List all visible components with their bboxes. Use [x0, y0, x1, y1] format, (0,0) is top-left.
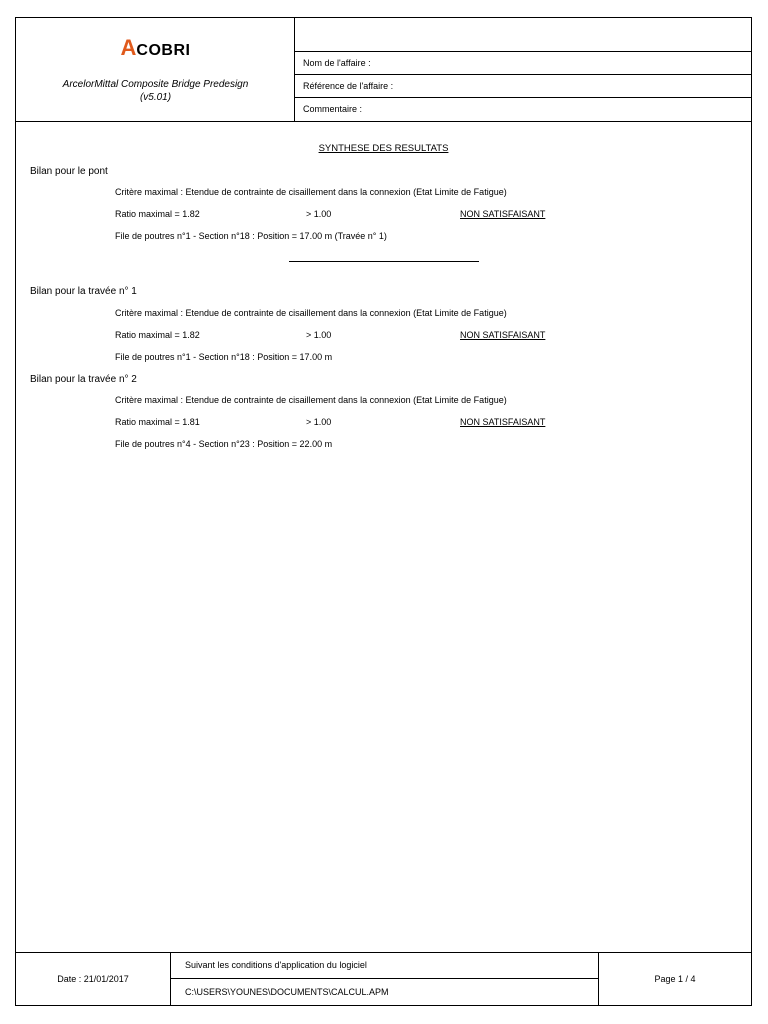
- critere-travee-1: Critère maximal : Etendue de contrainte de cisaillement dans la connexion (Etat Limite de Fatigue): [115, 308, 507, 318]
- subtitle-line-2: (v5.01): [139, 92, 172, 103]
- ratio-travee-2: Ratio maximal = 1.81: [115, 417, 200, 427]
- page-footer: [16, 952, 751, 1005]
- header-logo-block: [16, 18, 295, 121]
- header-divider: [16, 121, 751, 122]
- document-frame: [15, 17, 752, 1006]
- nom-affaire-field: Nom de l'affaire :: [295, 52, 751, 75]
- block-heading-travee-2: Bilan pour la travée n° 2: [30, 374, 137, 385]
- footer-date: Date : 21/01/2017: [16, 953, 171, 1005]
- ratio-travee-1: Ratio maximal = 1.82: [115, 330, 200, 340]
- header-fields: [295, 18, 751, 121]
- critere-pont: Critère maximal : Etendue de contrainte de cisaillement dans la connexion (Etat Limite de Fatigue): [115, 187, 507, 197]
- acobri-logo: [16, 35, 295, 61]
- footer-middle: [171, 953, 599, 1005]
- status-pont: NON SATISFAISANT: [460, 209, 546, 219]
- footer-page-number: Page 1 / 4: [654, 974, 696, 984]
- footer-file-path: C:\USERS\YOUNES\DOCUMENTS\CALCUL.APM: [185, 987, 389, 997]
- block-heading-pont: Bilan pour le pont: [30, 166, 108, 177]
- threshold-travee-2: > 1.00: [306, 417, 332, 427]
- threshold-travee-1: > 1.00: [306, 330, 332, 340]
- threshold-pont: > 1.00: [306, 209, 332, 219]
- status-travee-2: NON SATISFAISANT: [460, 417, 546, 427]
- report-title: SYNTHESE DES RESULTATS: [318, 143, 449, 154]
- footer-conditions: Suivant les conditions d'application du logiciel: [171, 953, 598, 979]
- commentaire-field: Commentaire :: [303, 104, 363, 114]
- location-pont: File de poutres n°1 - Section n°18 : Position = 17.00 m (Travée n° 1): [115, 231, 387, 241]
- location-travee-1: File de poutres n°1 - Section n°18 : Position = 17.00 m: [115, 352, 333, 362]
- subtitle-line-1: ArcelorMittal Composite Bridge Predesign: [62, 79, 249, 90]
- reference-affaire-field: Référence de l'affaire :: [295, 75, 751, 98]
- section-separator: [289, 261, 479, 262]
- header-blank-row: [295, 18, 751, 52]
- block-heading-travee-1: Bilan pour la travée n° 1: [30, 286, 137, 297]
- logo-initial: A: [120, 35, 137, 60]
- ratio-pont: Ratio maximal = 1.82: [115, 209, 200, 219]
- status-travee-1: NON SATISFAISANT: [460, 330, 546, 340]
- logo-text: COBRI: [136, 42, 191, 59]
- software-subtitle: [16, 78, 295, 104]
- critere-travee-2: Critère maximal : Etendue de contrainte de cisaillement dans la connexion (Etat Limite de Fatigue): [115, 395, 507, 405]
- location-travee-2: File de poutres n°4 - Section n°23 : Position = 22.00 m: [115, 439, 333, 449]
